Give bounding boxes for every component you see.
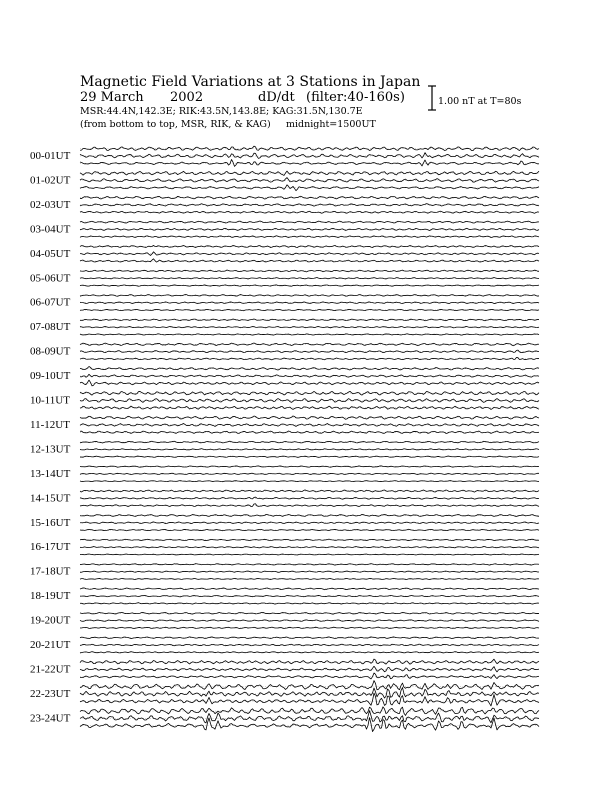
hour-row — [30, 441, 540, 457]
hour-row — [30, 391, 540, 409]
trace-msr — [80, 431, 539, 433]
trace-kag — [80, 221, 539, 223]
trace-msr — [80, 554, 539, 555]
scale-bar — [428, 86, 522, 110]
hour-label: 05-06UT — [30, 272, 71, 285]
hour-label: 10-11UT — [30, 394, 70, 407]
trace-rik — [80, 302, 539, 304]
trace-kag — [80, 539, 539, 540]
trace-msr — [80, 603, 539, 604]
trace-kag — [80, 490, 539, 492]
hour-label: 19-20UT — [30, 614, 71, 627]
trace-msr — [80, 160, 539, 167]
trace-rik — [80, 571, 539, 572]
trace-rik — [80, 497, 539, 499]
filter-text: (filter:40-160s) — [306, 90, 405, 105]
hour-row — [30, 514, 540, 530]
stations-line: MSR:44.4N,142.3E; RIK:43.5N,143.8E; KAG:31.5N,130.7E — [80, 106, 363, 117]
hour-label: 12-13UT — [30, 443, 71, 456]
trace-msr — [80, 673, 539, 679]
hour-row — [30, 707, 540, 732]
hour-label: 13-14UT — [30, 467, 71, 480]
hour-row — [30, 539, 540, 555]
year-text: 2002 — [170, 90, 204, 105]
trace-kag — [80, 367, 539, 370]
hour-label: 21-22UT — [30, 663, 71, 676]
quantity-text: dD/dt — [258, 90, 295, 105]
trace-msr — [80, 578, 539, 579]
hour-row — [30, 270, 540, 286]
trace-rik — [80, 688, 539, 698]
hour-label: 04-05UT — [30, 247, 71, 260]
trace-kag — [80, 612, 539, 614]
hour-row — [30, 612, 540, 628]
date-text: 29 March — [80, 90, 144, 105]
hour-label: 01-02UT — [30, 174, 71, 187]
trace-rik — [80, 178, 539, 182]
hour-row — [30, 659, 540, 679]
hour-label: 17-18UT — [30, 565, 71, 578]
hour-label: 14-15UT — [30, 492, 71, 505]
trace-kag — [80, 146, 539, 151]
trace-msr — [80, 236, 539, 238]
trace-msr — [80, 211, 539, 213]
trace-rik — [80, 547, 539, 548]
trace-rik — [80, 374, 539, 377]
trace-msr — [80, 357, 539, 359]
hour-label: 20-21UT — [30, 639, 71, 651]
hour-row — [30, 221, 540, 237]
date-line — [80, 90, 405, 105]
hour-label: 23-24UT — [30, 712, 71, 725]
trace-msr — [80, 504, 539, 507]
hour-label: 03-04UT — [30, 223, 71, 236]
hour-row — [30, 295, 540, 311]
trace-rik — [80, 350, 539, 353]
trace-kag — [80, 564, 539, 565]
trace-kag — [80, 514, 539, 516]
hour-label: 18-19UT — [30, 590, 71, 603]
hour-row — [30, 196, 540, 213]
hour-row — [30, 146, 540, 166]
trace-msr — [80, 285, 539, 286]
chart-title: Magnetic Field Variations at 3 Stations in Japan — [80, 74, 421, 90]
trace-rik — [80, 595, 539, 596]
trace-rik — [80, 153, 539, 159]
trace-rik — [80, 228, 539, 230]
hour-row — [30, 637, 540, 653]
trace-rik — [80, 620, 539, 622]
trace-msr — [80, 652, 539, 653]
hour-row — [30, 490, 540, 507]
trace-kag — [80, 245, 539, 247]
trace-kag — [80, 637, 539, 639]
hour-label: 15-16UT — [30, 516, 71, 529]
hour-row — [30, 245, 540, 262]
order-line — [80, 119, 376, 130]
scale-label: 1.00 nT at T=80s — [438, 96, 522, 107]
trace-kag — [80, 270, 539, 272]
hour-row — [30, 588, 540, 604]
trace-rik — [80, 252, 539, 256]
trace-kag — [80, 416, 539, 419]
trace-kag — [80, 659, 539, 664]
hour-label: 16-17UT — [30, 541, 71, 554]
trace-rows — [30, 146, 540, 731]
trace-kag — [80, 441, 539, 443]
hour-label: 08-09UT — [30, 345, 71, 358]
hour-label: 22-23UT — [30, 687, 71, 700]
trace-msr — [80, 406, 539, 409]
hour-row — [30, 564, 540, 580]
trace-kag — [80, 681, 539, 690]
hour-row — [30, 171, 540, 191]
hour-row — [30, 681, 540, 706]
trace-msr — [80, 380, 539, 386]
hour-row — [30, 319, 540, 335]
trace-rik — [80, 666, 539, 672]
trace-msr — [80, 481, 539, 482]
trace-rik — [80, 473, 539, 474]
hour-label: 06-07UT — [30, 296, 71, 309]
hour-label: 07-08UT — [30, 321, 71, 334]
order-text: (from bottom to top, MSR, RIK, & KAG) — [80, 119, 271, 130]
hour-label: 09-10UT — [30, 370, 71, 383]
hour-label: 02-03UT — [30, 198, 71, 211]
hour-row — [30, 416, 540, 434]
trace-msr — [80, 693, 539, 706]
trace-kag — [80, 196, 539, 199]
trace-msr — [80, 259, 539, 262]
hour-row — [30, 343, 540, 360]
trace-rik — [80, 326, 539, 327]
trace-msr — [80, 334, 539, 335]
hour-row — [30, 466, 540, 482]
midnight-text: midnight=1500UT — [286, 119, 376, 130]
hour-label: 00-01UT — [30, 150, 71, 162]
hour-row — [30, 367, 540, 386]
trace-msr — [80, 185, 539, 191]
hour-label: 11-12UT — [30, 418, 70, 431]
trace-msr — [80, 529, 539, 530]
